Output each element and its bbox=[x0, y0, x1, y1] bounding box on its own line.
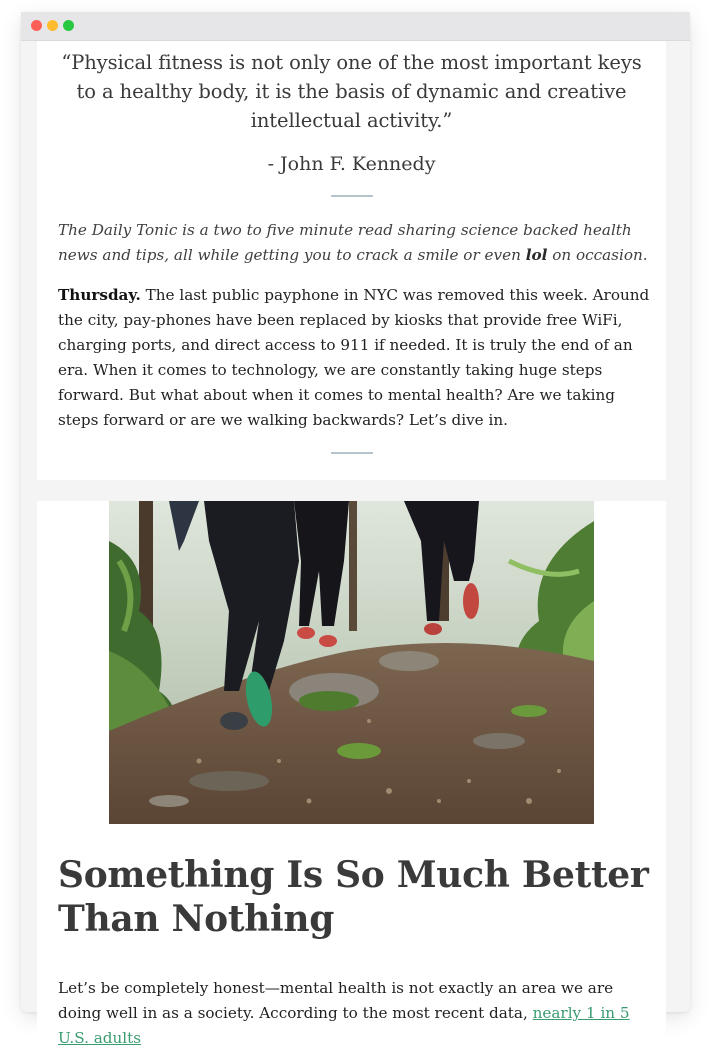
article-paragraph bbox=[58, 976, 650, 1051]
section-divider-bottom bbox=[331, 452, 373, 454]
article-headline: Something Is So Much Better Than Nothing bbox=[58, 854, 649, 940]
description-bold-word: lol bbox=[525, 246, 548, 264]
maximize-window-button[interactable] bbox=[63, 20, 74, 31]
lead-text: The last public payphone in NYC was removed this week. Around the city, pay-phones have been replaced by kiosks that provide free WiFi, charging ports, and direct access to 911 if needed. It is truly the end of an era. When it comes to technology, we are constantly taking huge steps forward. But what about when it comes to mental health? Are we taking steps forward or are we walking backwards? Let’s dive in. bbox=[58, 286, 650, 429]
article-card bbox=[37, 501, 666, 1047]
trail-photo-illustration bbox=[109, 501, 594, 824]
quote-author: - John F. Kennedy bbox=[267, 153, 436, 175]
browser-window bbox=[21, 12, 690, 1047]
newsletter-description bbox=[58, 218, 650, 268]
window-titlebar bbox=[21, 12, 690, 41]
newsletter-intro-card bbox=[37, 41, 666, 480]
article-body-text: Let’s be completely honest—mental health is not exactly an area we are doing well in as a society. According to the most recent data, bbox=[58, 979, 614, 1022]
description-text-end: on occasion. bbox=[547, 246, 648, 264]
section-divider bbox=[331, 195, 373, 197]
close-window-button[interactable] bbox=[31, 20, 42, 31]
description-text-start: The Daily Tonic is a two to five minute read sharing science backed health news and tips, all while getting you to crack a smile or even bbox=[58, 221, 632, 264]
lead-paragraph bbox=[58, 283, 650, 433]
lead-day: Thursday. bbox=[58, 286, 141, 304]
hikers-trail-photo bbox=[109, 501, 594, 824]
minimize-window-button[interactable] bbox=[47, 20, 58, 31]
quote-text: “Physical fitness is not only one of the most important keys to a healthy body, it is the basis of dynamic and creative intellectual activity.” bbox=[61, 51, 642, 132]
statistics-link[interactable]: nearly 1 in 5 U.S. adults bbox=[58, 1004, 630, 1047]
